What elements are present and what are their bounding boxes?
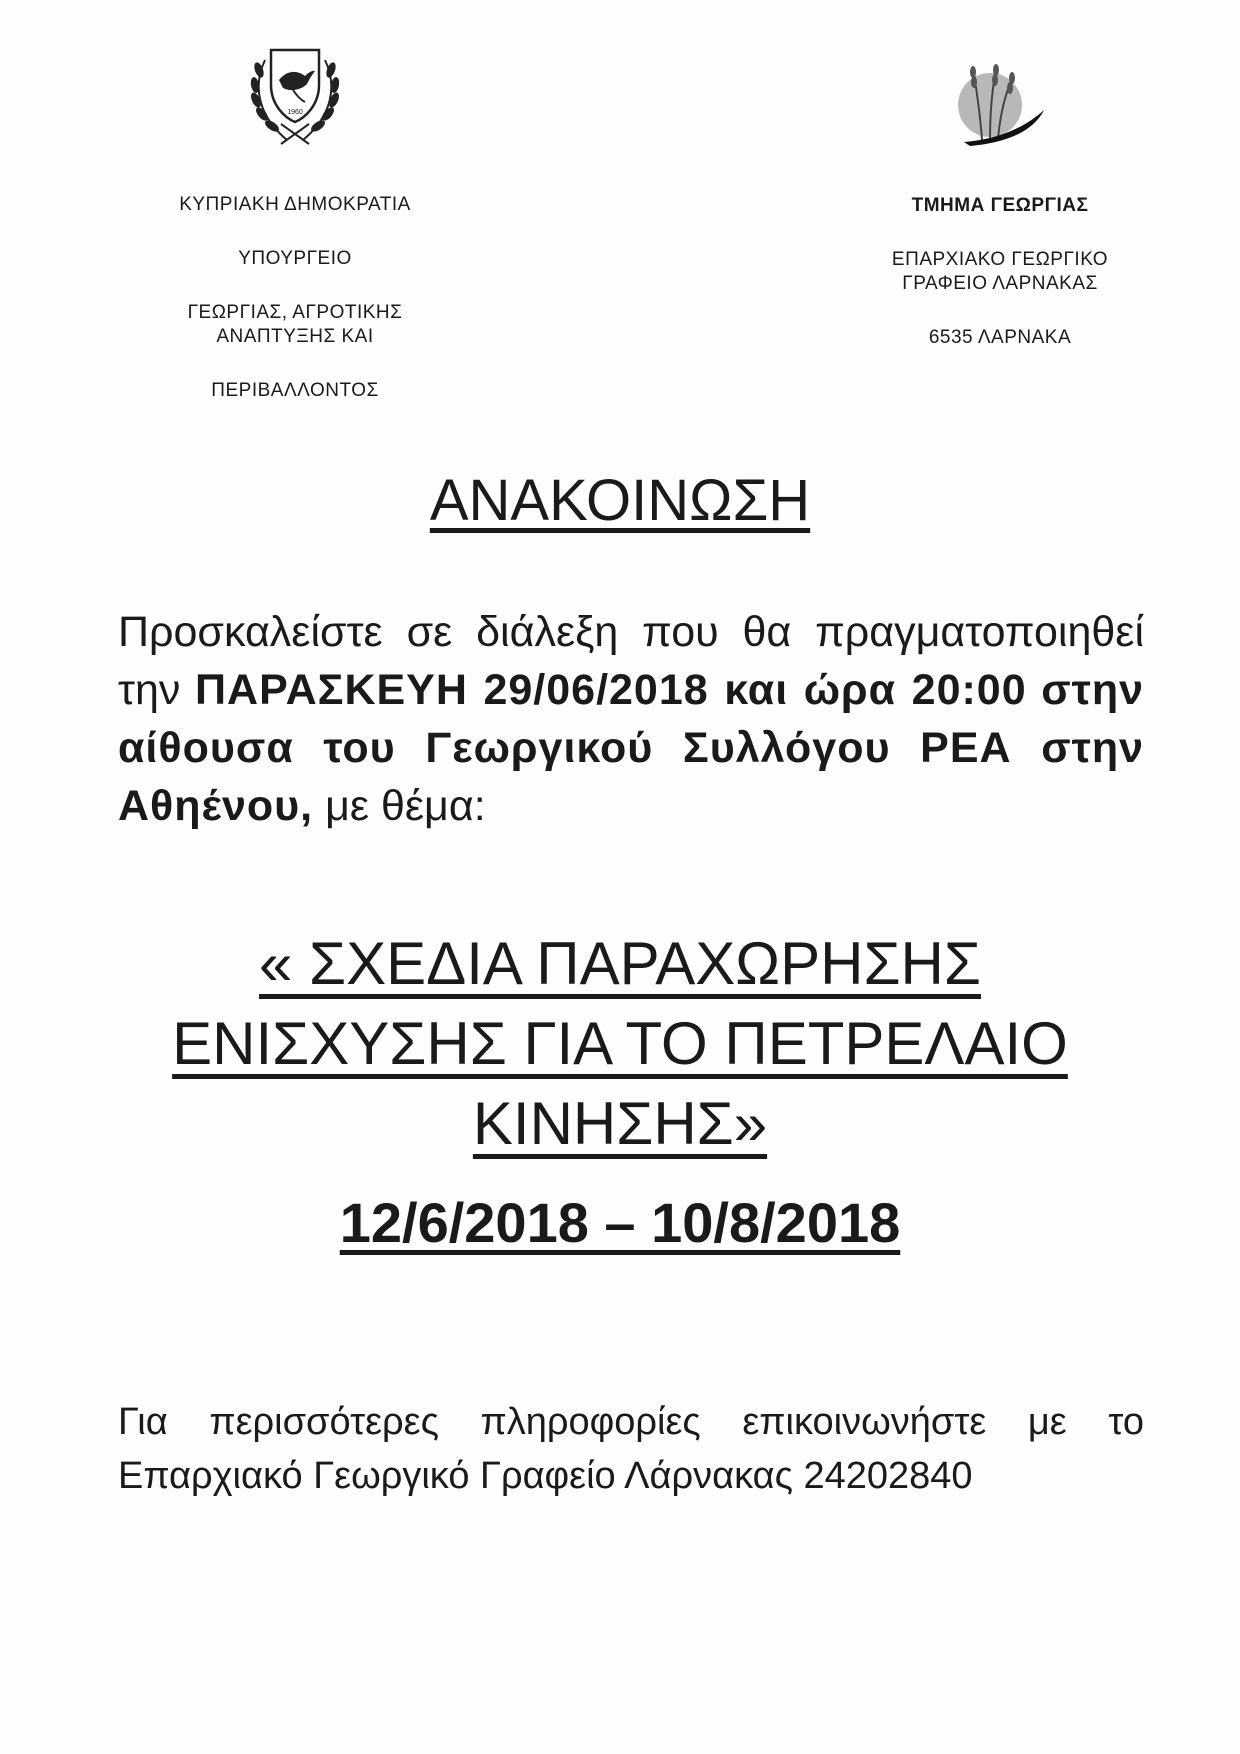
- ministry-name-line-3: ΑΝΑΠΤΥΞΗΣ ΚΑΙ: [216, 326, 374, 347]
- subject-line-1: « ΣΧΕΔΙΑ ΠΑΡΑΧΩΡΗΣΗΣ: [259, 930, 981, 997]
- scheme-period: [0, 1190, 1240, 1256]
- ministry-header: [150, 40, 440, 403]
- subject-line-2: ΕΝΙΣΧΥΣΗΣ ΓΙΑ ΤΟ ΠΕΤΡΕΛΑΙΟ: [172, 1010, 1068, 1077]
- department-name: ΤΜΗΜΑ ΓΕΩΡΓΙΑΣ: [911, 195, 1089, 216]
- scheme-period-text: 12/6/2018 – 10/8/2018: [339, 1191, 901, 1254]
- cyprus-coat-of-arms-icon: [235, 40, 355, 155]
- ministry-name-line-4: ΠΕΡΙΒΑΛΛΟΝΤΟΣ: [211, 380, 379, 401]
- event-venue: στην αίθουσα του Γεωργικού Συλλόγου ΡΕΑ στην Αθηένου,: [118, 666, 1145, 830]
- postal-address: 6535 ΛΑΡΝΑΚΑ: [928, 327, 1072, 348]
- lecture-subject: [0, 924, 1240, 1164]
- event-date-time: ΠΑΡΑΣΚΕΥΗ 29/06/2018 και ώρα 20:00: [194, 666, 1027, 714]
- ministry-label: ΥΠΟΥΡΓΕΙΟ: [238, 248, 352, 269]
- wheat-logo-icon: [940, 50, 1060, 160]
- invitation-intro: Προσκαλείστε σε διάλεξη που θα πραγματοποιηθεί την: [118, 608, 1144, 714]
- svg-text:1960: 1960: [287, 109, 303, 116]
- ministry-name-line-2: ΓΕΩΡΓΙΑΣ, ΑΓΡΟΤΙΚΗΣ: [187, 302, 403, 323]
- invitation-paragraph: [118, 603, 1144, 835]
- contact-info: Για περισσότερες πληροφορίες επικοινωνήστε με το Επαρχιακό Γεωργικό Γραφείο Λάρνακας 24202840: [118, 1401, 1144, 1497]
- department-header: [860, 50, 1140, 350]
- country-name: ΚΥΠΡΙΑΚΗ ΔΗΜΟΚΡΑΤΙΑ: [179, 194, 411, 215]
- office-name-line-1: ΕΠΑΡΧΙΑΚΟ ΓΕΩΡΓΙΚΟ: [891, 249, 1109, 270]
- announcement-title-text: ΑΝΑΚΟΙΝΩΣΗ: [429, 468, 811, 533]
- office-name-line-2: ΓΡΑΦΕΙΟ ΛΑΡΝΑΚΑΣ: [902, 273, 1098, 294]
- subject-line-3: ΚΙΝΗΣΗΣ»: [472, 1090, 768, 1157]
- invitation-outro: με θέμα:: [325, 782, 486, 830]
- announcement-title: [0, 468, 1240, 534]
